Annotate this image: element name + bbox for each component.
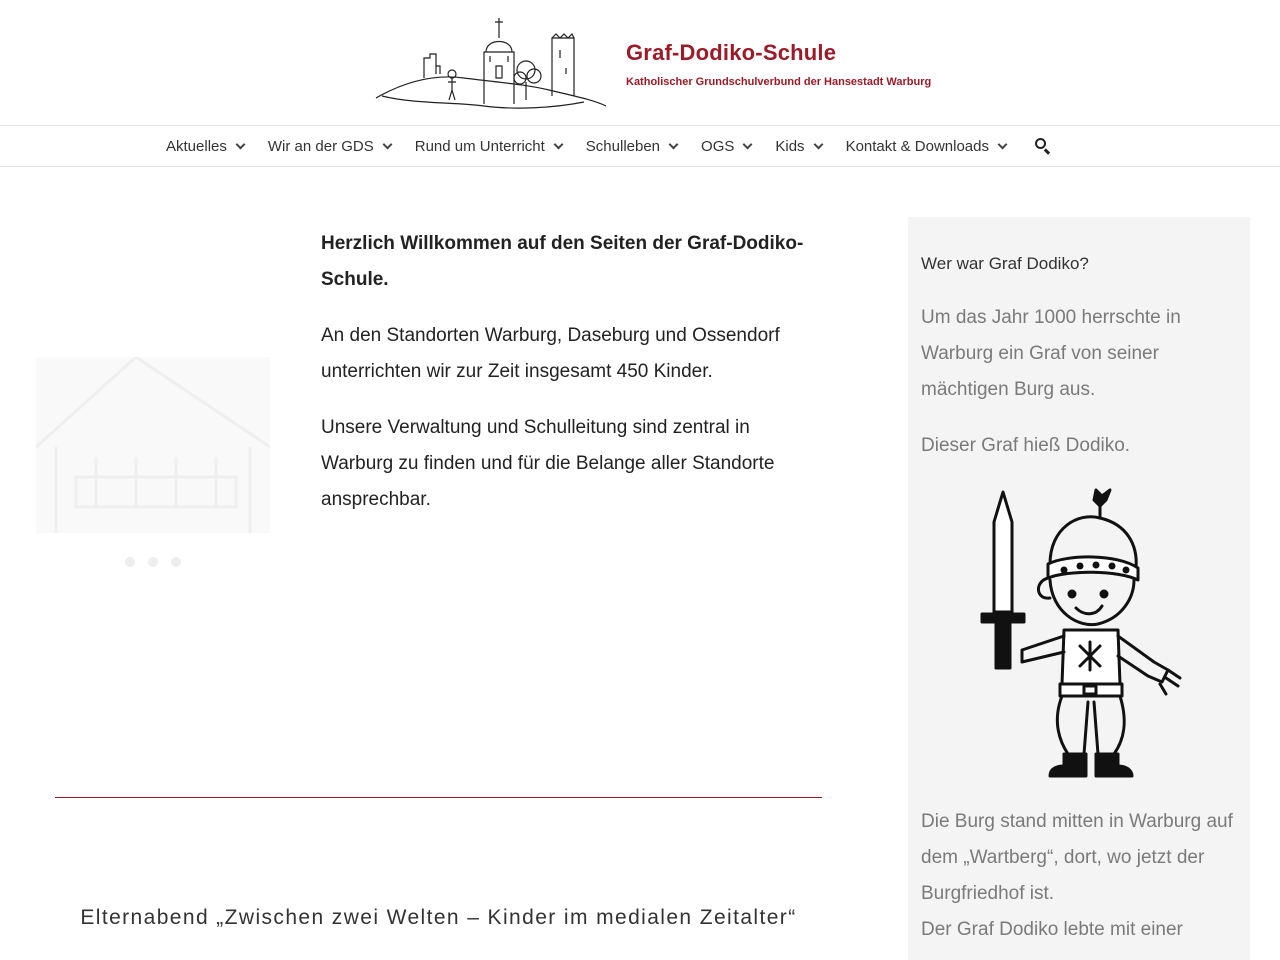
sidebar-paragraph: Der Graf Dodiko lebte mit einer — [921, 919, 1183, 940]
slider-dot-2[interactable] — [148, 557, 158, 567]
nav-item-label: Schulleben — [585, 137, 661, 155]
knight-illustration-icon — [968, 482, 1188, 792]
search-lens — [1035, 138, 1046, 149]
nav-item-kids[interactable] — [775, 138, 821, 155]
slider-dots — [125, 557, 194, 567]
section-divider — [55, 797, 822, 798]
slider-dot-1[interactable] — [125, 557, 135, 567]
post-title[interactable]: Elternabend „Zwischen zwei Welten – Kinder im medialen Zeitalter“ — [80, 906, 797, 929]
chevron-down-icon — [235, 139, 245, 149]
nav-item-label: Aktuelles — [166, 137, 227, 155]
search-handle — [1044, 148, 1050, 154]
chevron-down-icon — [669, 139, 679, 149]
welcome-section — [321, 226, 821, 538]
nav-item-label: OGS — [701, 137, 735, 155]
sidebar-heading: Wer war Graf Dodiko? — [921, 254, 1089, 273]
welcome-paragraph: Unsere Verwaltung und Schulleitung sind zentral in Warburg zu finden und für die Belange aller Standorte ansprechbar. — [321, 417, 775, 510]
nav-item-rund-um-unterricht[interactable] — [415, 138, 562, 155]
sidebar-paragraph: Um das Jahr 1000 herrschte in Warburg ein Graf von seiner mächtigen Burg aus. — [921, 307, 1181, 400]
chevron-down-icon — [382, 139, 392, 149]
sidebar-widget — [908, 217, 1250, 960]
chevron-down-icon — [553, 139, 563, 149]
nav-list — [166, 126, 1052, 166]
chevron-down-icon — [998, 139, 1008, 149]
castle-logo-icon[interactable] — [374, 12, 610, 112]
slider-dot-3[interactable] — [171, 557, 181, 567]
nav-item-kontakt-downloads[interactable] — [846, 138, 1006, 155]
chevron-down-icon — [813, 139, 823, 149]
image-slider[interactable] — [36, 357, 270, 533]
site-tagline: Katholischer Grundschulverbund der Hansestadt Warburg — [626, 76, 932, 88]
sidebar-paragraph: Die Burg stand mitten in Warburg auf dem „Wartberg“, dort, wo jetzt der Burgfriedhof ist. — [921, 811, 1233, 904]
nav-item-label: Wir an der GDS — [267, 137, 374, 155]
nav-item-label: Kontakt & Downloads — [845, 137, 989, 155]
welcome-paragraph: An den Standorten Warburg, Daseburg und Ossendorf unterrichten wir zur Zeit insgesamt 450 Kinder. — [321, 325, 780, 382]
welcome-heading: Herzlich Willkommen auf den Seiten der Graf-Dodiko-Schule. — [321, 233, 804, 290]
nav-item-label: Rund um Unterricht — [414, 137, 545, 155]
nav-item-schulleben[interactable] — [586, 138, 677, 155]
chevron-down-icon — [743, 139, 753, 149]
nav-item-label: Kids — [775, 137, 805, 155]
nav-item-aktuelles[interactable] — [166, 138, 244, 155]
nav-item-ogs[interactable] — [701, 138, 751, 155]
site-title[interactable]: Graf-Dodiko-Schule — [626, 40, 837, 65]
main-navigation — [0, 125, 1280, 167]
slide-image-icon — [36, 357, 270, 533]
site-header — [0, 0, 1280, 125]
nav-item-wir-an-der-gds[interactable] — [268, 138, 391, 155]
sidebar-paragraph: Dieser Graf hieß Dodiko. — [921, 435, 1131, 456]
search-icon[interactable] — [1034, 137, 1052, 155]
